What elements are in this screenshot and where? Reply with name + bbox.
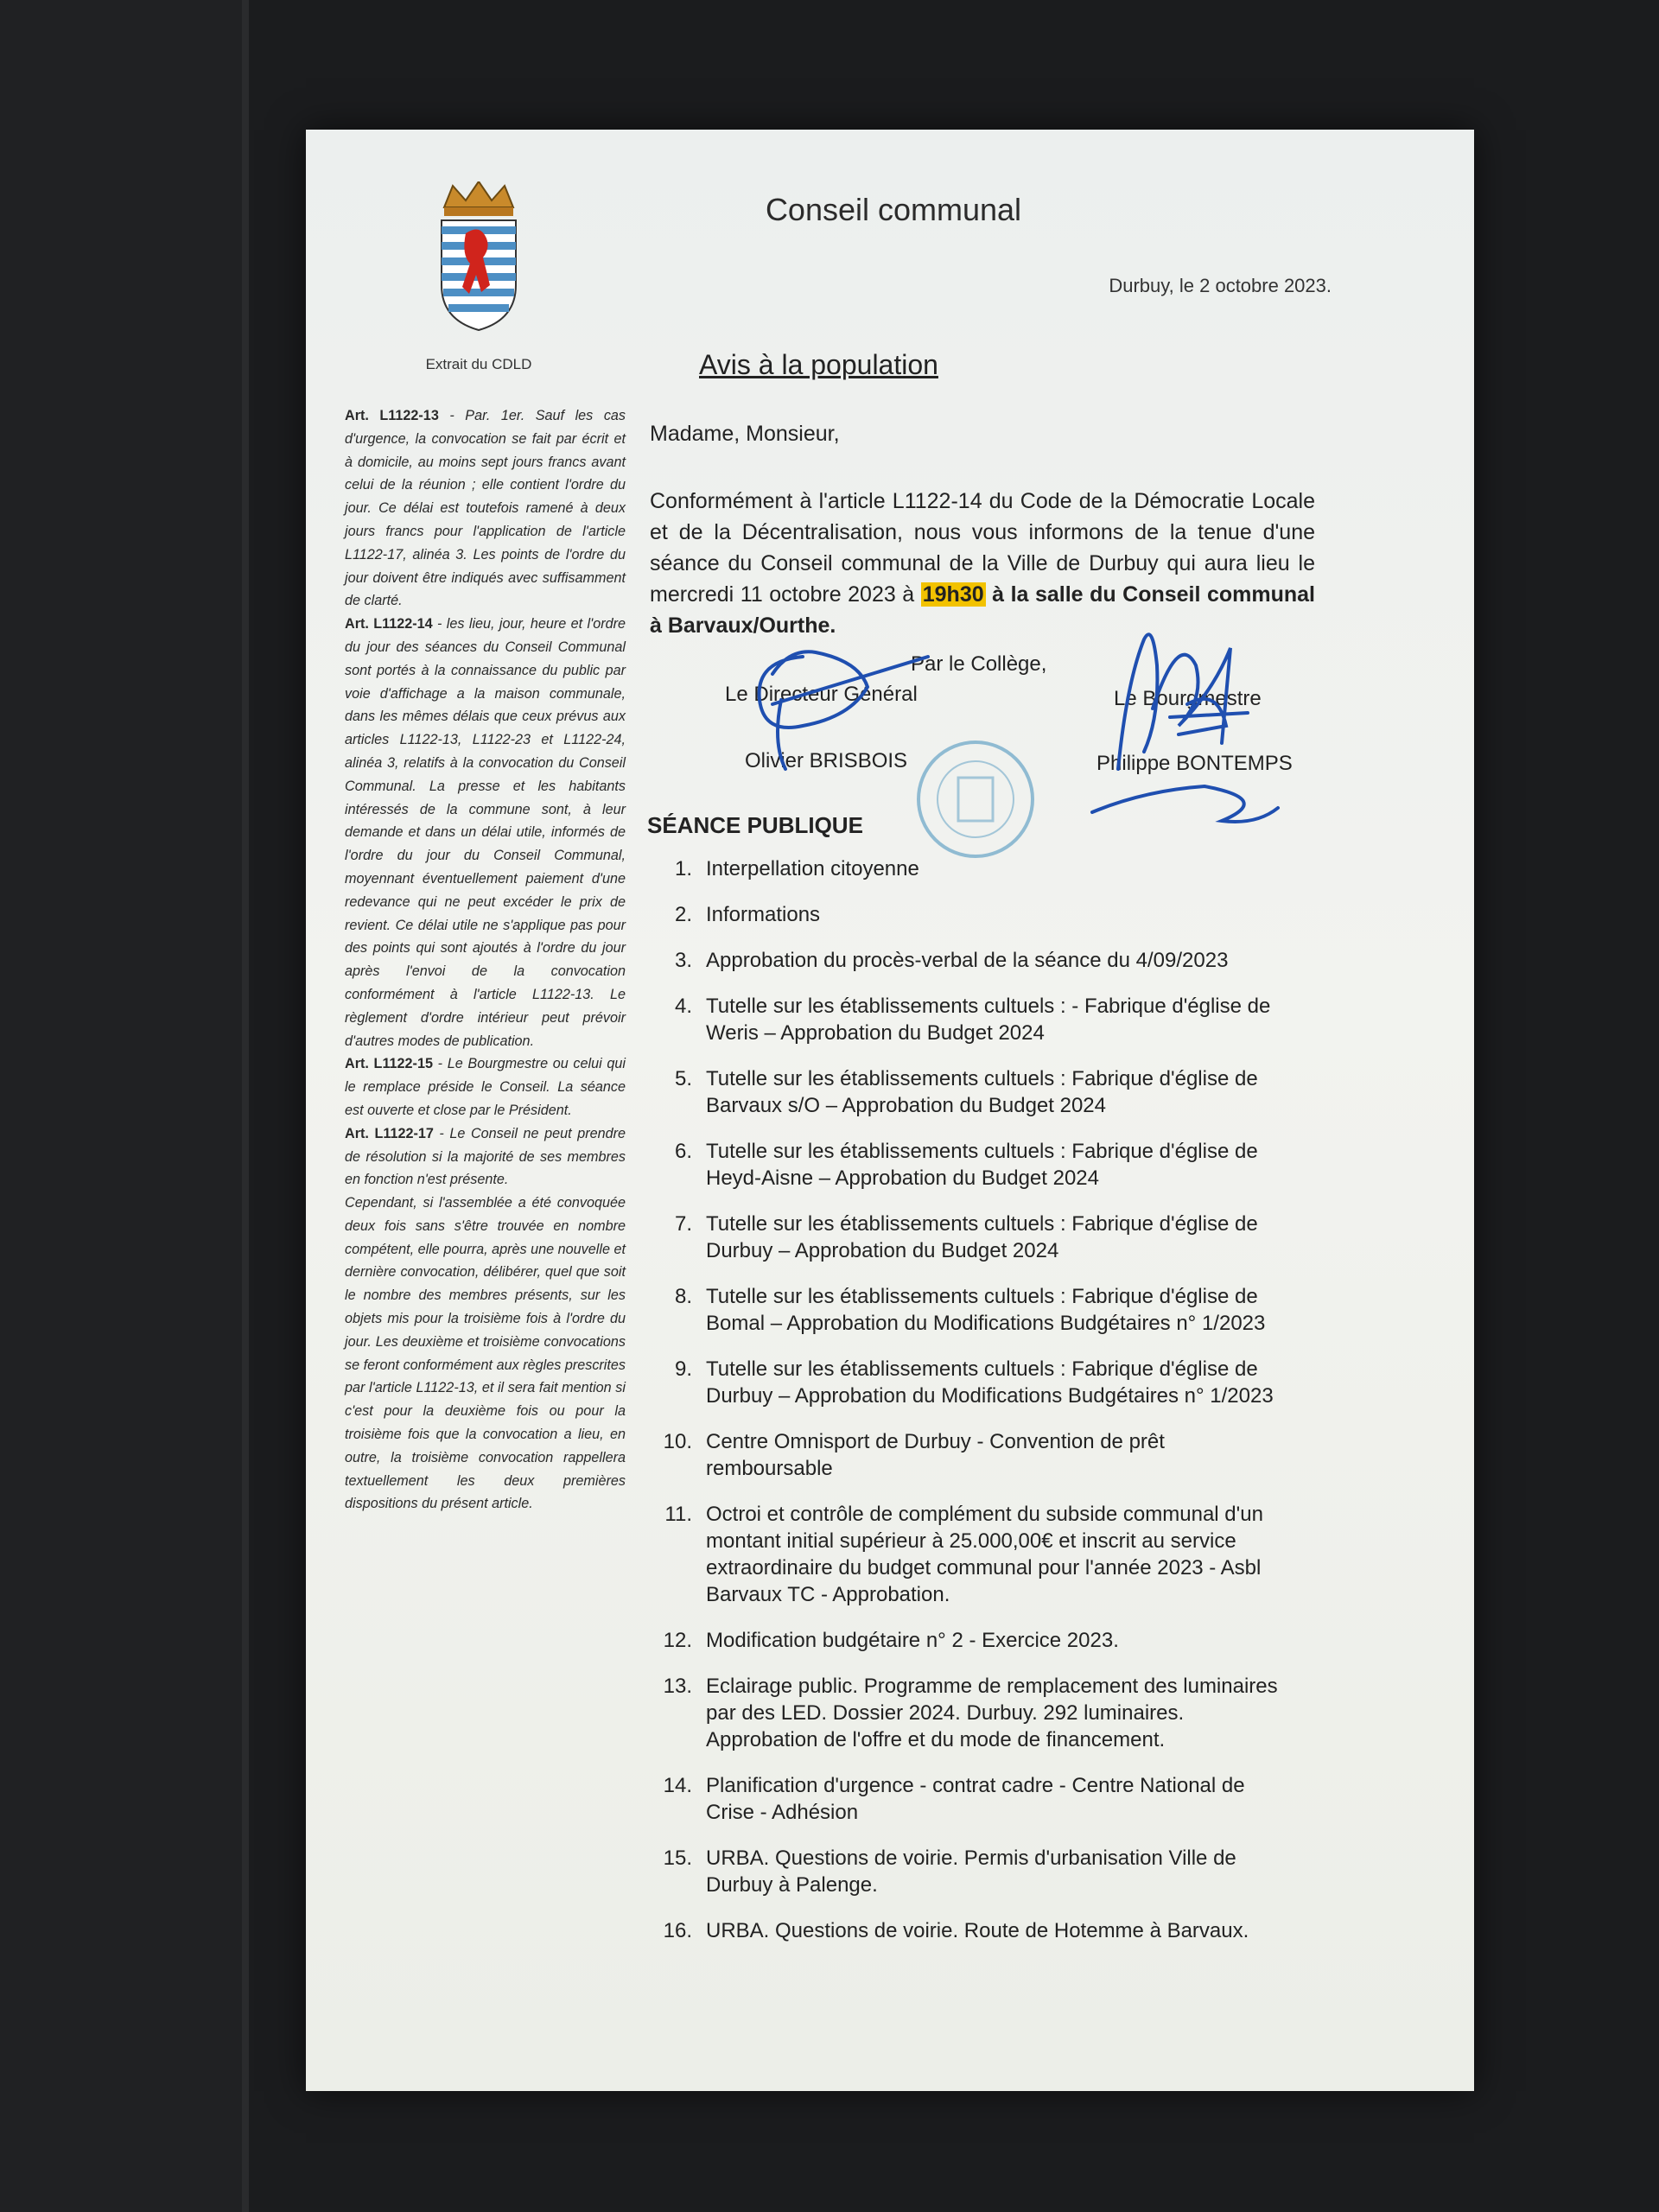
dark-background-left (0, 0, 246, 2212)
right-signatory-name: Philippe BONTEMPS (1096, 752, 1293, 775)
sidebar-paragraph: Art. L1122-13 - Par. 1er. Sauf les cas d'urgence, la convocation se fait par écrit et à domicile, au moins sept jours francs avant celui de la réunion ; elle contient l'ordre du jour. Ce délai est toutefois ramené à deux jours francs pour l'application de l'article L1122-17, alinéa 3. Les points de l'ordre du jour doivent être indiqués avec suffisamment de clarté. (345, 408, 626, 609)
sidebar-paragraph: Art. L1122-17 - Le Conseil ne peut prendre de résolution si la majorité de ses membres en fonction n'est présente. (345, 1125, 626, 1188)
agenda-item: 3. Approbation du procès-verbal de la séance du 4/09/2023 (674, 949, 1229, 972)
greeting: Madame, Monsieur, (650, 422, 840, 446)
agenda-item: 14. Planification d'urgence - contrat cadre - Centre National de Crise - Adhésion (663, 1774, 1245, 1824)
agenda-item: 5. Tutelle sur les établissements cultuels : Fabrique d'église de Barvaux s/O – Approbation du Budget 2024 (674, 1067, 1258, 1117)
agenda-item: 10. Centre Omnisport de Durbuy - Convention de prêt remboursable (663, 1430, 1165, 1480)
article-ref: Art. L1122-13 (345, 408, 439, 423)
mayor-signature-icon (1075, 613, 1291, 830)
article-ref: Art. L1122-15 (345, 1056, 433, 1072)
page-title: Conseil communal (765, 192, 1022, 227)
agenda-item: 8. Tutelle sur les établissements cultuels : Fabrique d'église de Bomal – Approbation du Modifications Budgétaires n° 1/2023 (674, 1285, 1266, 1335)
date-line: Durbuy, le 2 octobre 2023. (1109, 275, 1332, 296)
extract-label: Extrait du CDLD (425, 356, 532, 372)
article-ref: Art. L1122-17 (345, 1125, 434, 1141)
left-signatory-name: Olivier BRISBOIS (745, 749, 908, 772)
agenda-item: 7. Tutelle sur les établissements cultuels : Fabrique d'église de Durbuy – Approbation du Budget 2024 (674, 1212, 1258, 1262)
sidebar-paragraph: Cependant, si l'assemblée a été convoquée deux fois sans s'être trouvée en nombre compétent, elle pourra, après une nouvelle et dernière convocation, délibérer, quel que soit le nombre des membres présents, sur les objets mis pour la troisième fois à l'ordre du jour. Les deuxième et troisième convocations se feront conformément aux règles prescrites par l'article L1122-13, et il sera fait mention si c'est pour la deuxième fois ou pour la troisième fois que la convocation a lieu, en outre, la troisième convocation rappellera textuellement les deux premières dispositions du présent article. (345, 1195, 626, 1512)
par-le-college: Par le Collège, (911, 652, 1047, 676)
meeting-time: 19h30 (922, 582, 984, 607)
municipal-stamp-icon (911, 734, 1040, 864)
agenda-item: 15. URBA. Questions de voirie. Permis d'urbanisation Ville de Durbuy à Palenge. (663, 1847, 1236, 1897)
right-signatory-role: Le Bourgmestre (1114, 687, 1262, 710)
sidebar-paragraph: Art. L1122-15 - Le Bourgmestre ou celui qui le remplace préside le Conseil. La séance est ouverte et close par le Président. (345, 1056, 626, 1118)
agenda-item: 4. Tutelle sur les établissements cultuels : - Fabrique d'église de Weris – Approbation du Budget 2024 (674, 995, 1271, 1045)
agenda-list (647, 855, 1295, 1963)
agenda-item: 16. URBA. Questions de voirie. Route de Hotemme à Barvaux. (663, 1919, 1249, 1942)
agenda-item: 9. Tutelle sur les établissements cultuels : Fabrique d'église de Durbuy – Approbation du Modifications Budgétaires n° 1/2023 (674, 1357, 1274, 1408)
coat-of-arms-icon (431, 181, 526, 333)
agenda-item: 6. Tutelle sur les établissements cultuels : Fabrique d'église de Heyd-Aisne – Approbation du Budget 2024 (674, 1140, 1258, 1190)
agenda-item: 11. Octroi et contrôle de complément du subside communal d'un montant initial supérieur à 25.000,00€ et inscrit au service extraordinaire du budget communal pour l'année 2023 - Asbl Barvaux TC - Approbation. (664, 1503, 1263, 1606)
frame-edge (242, 0, 249, 2212)
left-signatory-role: Le Directeur Général (725, 683, 918, 706)
section-title: SÉANCE PUBLIQUE (647, 812, 863, 838)
agenda-item: 12. Modification budgétaire n° 2 - Exercice 2023. (663, 1629, 1119, 1652)
agenda-item: 13. Eclairage public. Programme de remplacement des luminaires par des LED. Dossier 2024. Durbuy. 292 luminaires. Approbation de l'offre et du mode de financement. (663, 1675, 1278, 1751)
notice-heading: Avis à la population (699, 349, 938, 380)
cdld-extract-text (345, 404, 626, 1516)
agenda-item: 1. Interpellation citoyenne (674, 857, 919, 880)
notice-sheet (306, 130, 1474, 2091)
agenda-item: 2. Informations (674, 903, 821, 926)
meeting-place: à la salle du Conseil communal à Barvaux/Ourthe. (650, 582, 1315, 638)
article-ref: Art. L1122-14 (345, 616, 433, 632)
sidebar-paragraph: Art. L1122-14 - les lieu, jour, heure et l'ordre du jour des séances du Conseil Communal sont portés à la connaissance du public par voie d'affichage a la maison communale, dans les mêmes délais que ceux prévus aux articles L1122-13, L1122-23 et L1122-24, alinéa 3, relatifs à la convocation du Conseil Communal. La presse et les habitants intéressés de la commune sont, à leur demande et dans un délai utile, informés de l'ordre du jour du Conseil Communal, moyennant éventuellement paiement d'une redevance qui ne peut excéder le prix de revient. Ce délai utile ne s'applique pas pour des points qui sont ajoutés à l'ordre du jour après l'envoi de la convocation conformément à l'article L1122-13. Le règlement d'ordre intérieur peut prévoir d'autres modes de publication. (345, 616, 626, 1049)
intro-paragraph: Conformément à l'article L1122-14 du Code de la Démocratie Locale et de la Décentralisation, nous vous informons de la tenue d'une séance du Conseil communal de la Ville de Durbuy qui aura lieu le mercredi 11 octobre 2023 à 19h30 à la salle du Conseil communal à Barvaux/Ourthe. (650, 489, 1315, 638)
